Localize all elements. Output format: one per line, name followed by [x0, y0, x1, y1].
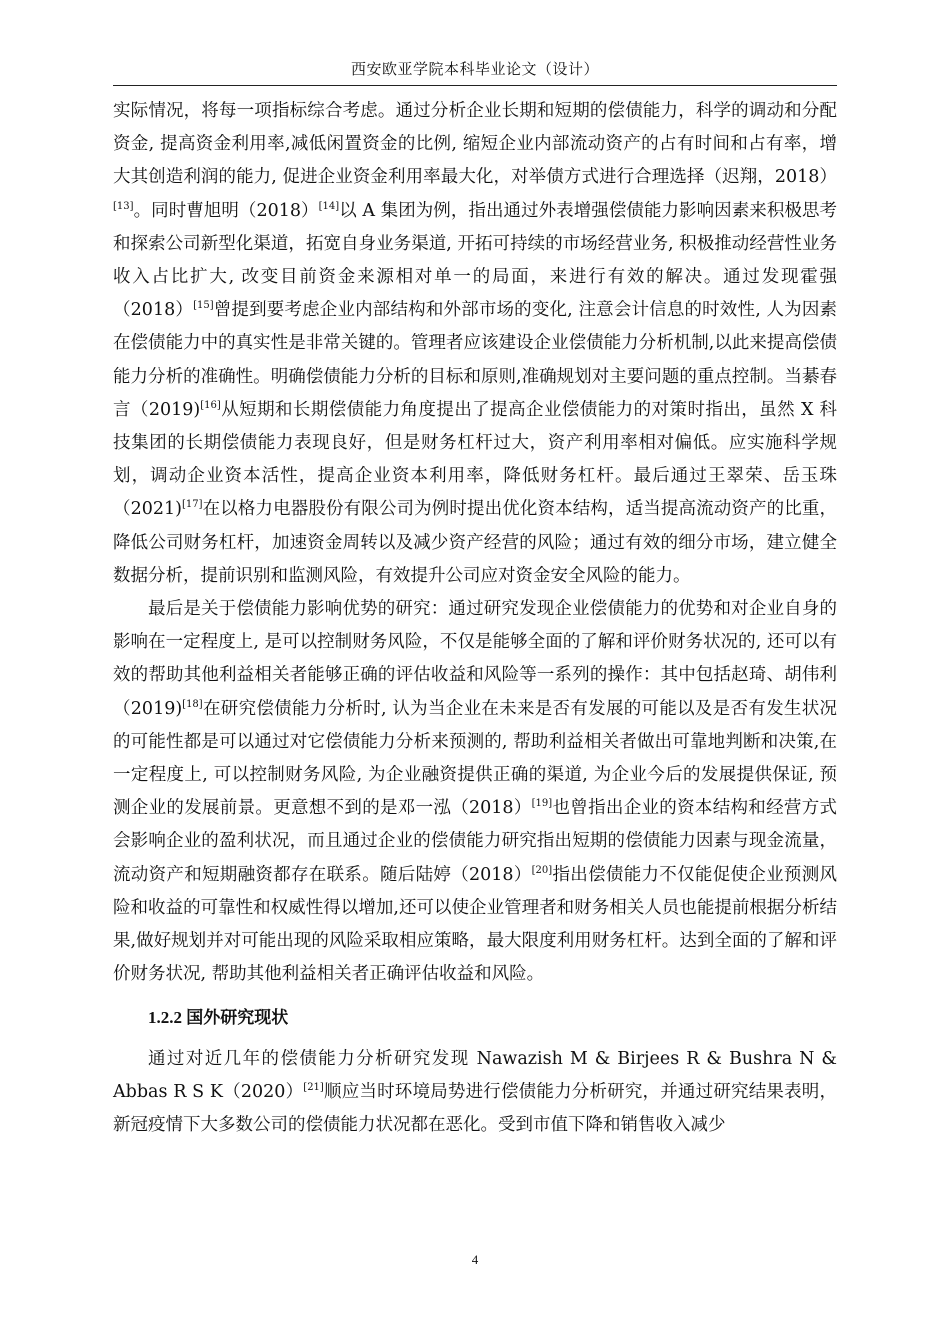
paragraph-2 [113, 593, 837, 991]
section-heading: 1.2.2 国外研究现状 [148, 1008, 289, 1028]
citation: [14] [318, 200, 340, 212]
main-body [113, 95, 837, 1142]
text-segment: 也曾指出企业的资本结构和经营方式会影响企业的盈利状况，而且通过企业的偿债能力研究指出短期的偿债能力因素与现金流量，流动资产和短期融资都存在联系。随后陆婷（2018） [113, 798, 837, 885]
text-segment: 顺应当时环境局势进行偿债能力分析研究，并通过研究结果表明，新冠疫情下大多数公司的偿债能力状况都在恶化。受到市值下降和销售收入减少 [113, 1081, 838, 1136]
text-segment: 以 A 集团为例，指出通过外表增强偿债能力影响因素来积极思考和探索公司新型化渠道，拓宽自身业务渠道, 开拓可持续的市场经营业务, 积极推动经营性业务收入占比扩大, 改变目前资金来源相对单一的局面，来进行有效的解决。通过发现霍强（2018） [113, 200, 837, 321]
citation: [17] [182, 499, 203, 511]
page-header: 西安欧亚学院本科毕业论文（设计） [350, 60, 599, 78]
text-segment: 通过对近几年的偿债能力分析研究发现 Nawazish M & Birjees R & Bushra N & Abbas R S K（2020） [113, 1048, 837, 1102]
citation: [13] [113, 200, 134, 212]
paragraph-1 [113, 95, 837, 593]
text-segment: 指出偿债能力不仅能促使企业预测风险和收益的可靠性和权威性得以增加,还可以使企业管理者和财务相关人员也能提前根据分析结果,做好规划并对可能出现的风险采取相应策略，最大限度利用财务杠杆。达到全面的了解和评价财务状况, 帮助其他利益相关者正确评估收益和风险。 [113, 864, 837, 985]
text-segment: 在研究偿债能力分析时, 认为当企业在未来是否有发展的可能以及是否有发生状况的可能性都是可以通过对它偿债能力分析来预测的, 帮助利益相关者做出可靠地判断和决策,在一定程度上, 可以控制财务风险, 为企业融资提供正确的渠道, 为企业今后的发展提供保证, 预测企业的发展前景。更意想不到的是邓一泓（2018） [113, 698, 837, 819]
citation: [15] [193, 300, 214, 312]
citation: [21] [303, 1082, 324, 1094]
paragraph-3 [113, 1043, 837, 1143]
citation: [18] [182, 698, 203, 710]
text-segment: 。同时曹旭明（2018） [133, 200, 319, 221]
text-segment: 最后是关于偿债能力影响优势的研究：通过研究发现企业偿债能力的优势和对企业自身的影响在一定程度上, 是可以控制财务风险，不仅是能够全面的了解和评价财务状况的, 还可以有效的帮助其他利益相关者能够正确的评估收益和风险等一系列的操作：其中包括赵琦、胡伟利（2019) [113, 599, 837, 719]
text-segment: 在以格力电器股份有限公司为例时提出优化资本结构，适当提高流动资产的比重，降低公司财务杠杆，加速资金周转以及减少资产经营的风险；通过有效的细分市场，建立健全数据分析，提前识别和监测风险，有效提升公司应对资金安全风险的能力。 [113, 499, 837, 586]
header-rule [113, 85, 837, 86]
text-segment: 曾提到要考虑企业内部结构和外部市场的变化, 注意会计信息的时效性, 人为因素在偿债能力中的真实性是非常关键的。管理者应该建设企业偿债能力分析机制,以此来提高偿债能力分析的准确性。明确偿债能力分析的目标和原则,准确规划对主要问题的重点控制。当綦春言（2019) [113, 300, 838, 420]
citation: [16] [200, 400, 221, 411]
page-number: 4 [471, 1252, 479, 1267]
text-segment: 实际情况，将每一项指标综合考虑。通过分析企业长期和短期的偿债能力，科学的调动和分配资金, 提高资金利用率,减低闲置资金的比例, 缩短企业内部流动资产的占有时间和占有率，增大其创造利润的能力, 促进企业资金利用率最大化，对举债方式进行合理选择（迟翔，2018） [113, 101, 837, 188]
citation: [19] [531, 798, 553, 810]
text-segment: 从短期和长期偿债能力角度提出了提高企业偿债能力的对策时指出，虽然 X 科技集团的长期偿债能力表现良好，但是财务杠杆过大，资产利用率相对偏低。应实施科学规划，调动企业资本活性，提高企业资本利用率，降低财务杠杆。最后通过王翠荣、岳玉珠（2021) [113, 399, 837, 520]
citation: [20] [531, 864, 553, 876]
